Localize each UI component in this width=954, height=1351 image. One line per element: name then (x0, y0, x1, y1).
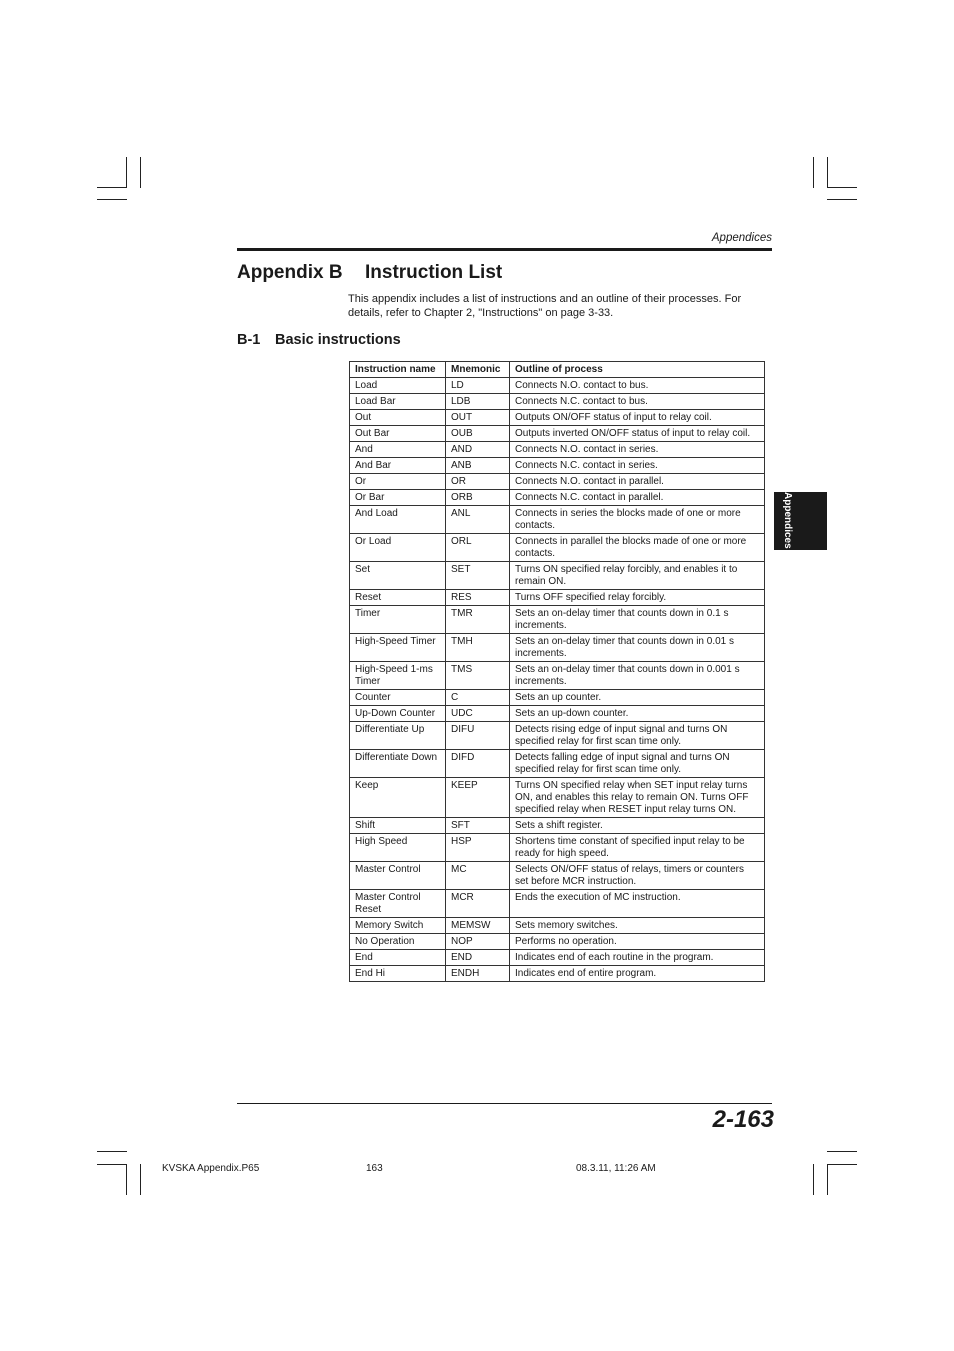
crop-mark (126, 1164, 127, 1195)
mnemonic-cell: END (446, 950, 510, 966)
crop-mark (827, 157, 828, 188)
header-rule (237, 248, 772, 251)
table-row (350, 562, 765, 590)
table-row (350, 490, 765, 506)
mnemonic-cell: UDC (446, 706, 510, 722)
instruction-name-cell: Load (350, 378, 446, 394)
appendix-title: Instruction List (365, 262, 503, 283)
crop-mark (827, 1164, 828, 1195)
instruction-name-cell: Up-Down Counter (350, 706, 446, 722)
mnemonic-cell: HSP (446, 834, 510, 862)
outline-cell: Turns ON specified relay forcibly, and enables it to remain ON. (510, 562, 765, 590)
outline-cell: Outputs ON/OFF status of input to relay coil. (510, 410, 765, 426)
instruction-name-cell: Differentiate Down (350, 750, 446, 778)
table-row (350, 722, 765, 750)
instruction-name-cell: And (350, 442, 446, 458)
outline-cell: Shortens time constant of specified input relay to be ready for high speed. (510, 834, 765, 862)
instruction-name-cell: And Load (350, 506, 446, 534)
mnemonic-cell: DIFD (446, 750, 510, 778)
table-row (350, 834, 765, 862)
instruction-name-cell: Differentiate Up (350, 722, 446, 750)
instruction-name-cell: Keep (350, 778, 446, 818)
mnemonic-cell: ENDH (446, 966, 510, 982)
slug-file-name: KVSKA Appendix.P65 (162, 1163, 260, 1174)
slug-timestamp: 08.3.11, 11:26 AM (576, 1163, 656, 1174)
instruction-name-cell: Set (350, 562, 446, 590)
outline-cell: Connects N.O. contact in parallel. (510, 474, 765, 490)
crop-mark (827, 187, 857, 188)
table-row (350, 934, 765, 950)
crop-mark (813, 157, 814, 188)
mnemonic-cell: KEEP (446, 778, 510, 818)
mnemonic-cell: LDB (446, 394, 510, 410)
outline-cell: Connects N.O. contact to bus. (510, 378, 765, 394)
table-row (350, 394, 765, 410)
footer-rule (237, 1103, 772, 1104)
outline-cell: Sets an on-delay timer that counts down in 0.01 s increments. (510, 634, 765, 662)
table-row (350, 918, 765, 934)
outline-cell: Turns OFF specified relay forcibly. (510, 590, 765, 606)
table-row (350, 534, 765, 562)
mnemonic-cell: MEMSW (446, 918, 510, 934)
instruction-name-cell: End (350, 950, 446, 966)
instruction-name-cell: Master Control Reset (350, 890, 446, 918)
mnemonic-cell: TMR (446, 606, 510, 634)
instruction-name-cell: And Bar (350, 458, 446, 474)
crop-mark (97, 1151, 127, 1152)
outline-cell: Sets an up-down counter. (510, 706, 765, 722)
mnemonic-cell: MCR (446, 890, 510, 918)
mnemonic-cell: ORB (446, 490, 510, 506)
outline-cell: Outputs inverted ON/OFF status of input to relay coil. (510, 426, 765, 442)
outline-cell: Indicates end of entire program. (510, 966, 765, 982)
column-header: Outline of process (510, 362, 765, 378)
instruction-name-cell: Load Bar (350, 394, 446, 410)
instruction-name-cell: Or Bar (350, 490, 446, 506)
mnemonic-cell: SET (446, 562, 510, 590)
instruction-name-cell: No Operation (350, 934, 446, 950)
crop-mark (140, 1164, 141, 1195)
instruction-name-cell: Master Control (350, 862, 446, 890)
crop-mark (827, 1164, 857, 1165)
outline-cell: Turns ON specified relay when SET input relay turns ON, and enables this relay to remain ON. Turns OFF specified relay when RESET input relay turns ON. (510, 778, 765, 818)
outline-cell: Sets an on-delay timer that counts down in 0.001 s increments. (510, 662, 765, 690)
table-row (350, 662, 765, 690)
mnemonic-cell: OUT (446, 410, 510, 426)
outline-cell: Connects N.C. contact in series. (510, 458, 765, 474)
section-heading (237, 332, 401, 348)
outline-cell: Detects rising edge of input signal and turns ON specified relay for first scan time only. (510, 722, 765, 750)
table-row (350, 474, 765, 490)
running-head: Appendices (711, 232, 772, 244)
outline-cell: Connects N.O. contact in series. (510, 442, 765, 458)
outline-cell: Sets an up counter. (510, 690, 765, 706)
crop-mark (97, 1164, 127, 1165)
outline-cell: Selects ON/OFF status of relays, timers or counters set before MCR instruction. (510, 862, 765, 890)
outline-cell: Connects N.C. contact in parallel. (510, 490, 765, 506)
table-row (350, 862, 765, 890)
instruction-name-cell: Out Bar (350, 426, 446, 442)
instruction-name-cell: Or (350, 474, 446, 490)
table-row (350, 966, 765, 982)
instruction-name-cell: Shift (350, 818, 446, 834)
table-header-row (350, 362, 765, 378)
instruction-name-cell: Out (350, 410, 446, 426)
outline-cell: Connects N.C. contact to bus. (510, 394, 765, 410)
table-row (350, 410, 765, 426)
outline-cell: Ends the execution of MC instruction. (510, 890, 765, 918)
page-number: 2-163 (712, 1106, 774, 1133)
mnemonic-cell: NOP (446, 934, 510, 950)
crop-mark (827, 1151, 857, 1152)
instruction-name-cell: Or Load (350, 534, 446, 562)
mnemonic-cell: AND (446, 442, 510, 458)
mnemonic-cell: SFT (446, 818, 510, 834)
table-row (350, 778, 765, 818)
column-header: Instruction name (350, 362, 446, 378)
outline-cell: Connects in series the blocks made of one or more contacts. (510, 506, 765, 534)
instruction-name-cell: End Hi (350, 966, 446, 982)
crop-mark (827, 199, 857, 200)
side-tab-label: Appendices (782, 492, 793, 549)
table-row (350, 706, 765, 722)
outline-cell: Sets a shift register. (510, 818, 765, 834)
instruction-name-cell: Reset (350, 590, 446, 606)
page-title (237, 262, 503, 284)
section-number: B-1 (237, 332, 261, 348)
table-row (350, 426, 765, 442)
section-title: Basic instructions (275, 332, 401, 348)
crop-mark (97, 187, 127, 188)
instruction-name-cell: Memory Switch (350, 918, 446, 934)
slug-sheet-number: 163 (366, 1163, 383, 1174)
table-row (350, 606, 765, 634)
mnemonic-cell: LD (446, 378, 510, 394)
table-row (350, 634, 765, 662)
mnemonic-cell: TMH (446, 634, 510, 662)
instruction-name-cell: High-Speed 1-ms Timer (350, 662, 446, 690)
mnemonic-cell: RES (446, 590, 510, 606)
outline-cell: Sets an on-delay timer that counts down in 0.1 s increments. (510, 606, 765, 634)
mnemonic-cell: ORL (446, 534, 510, 562)
instruction-name-cell: High-Speed Timer (350, 634, 446, 662)
table-row (350, 458, 765, 474)
outline-cell: Performs no operation. (510, 934, 765, 950)
outline-cell: Sets memory switches. (510, 918, 765, 934)
crop-mark (813, 1164, 814, 1195)
table-row (350, 750, 765, 778)
table-row (350, 690, 765, 706)
table-row (350, 950, 765, 966)
mnemonic-cell: MC (446, 862, 510, 890)
crop-mark (140, 157, 141, 188)
outline-cell: Connects in parallel the blocks made of one or more contacts. (510, 534, 765, 562)
intro-paragraph: This appendix includes a list of instructions and an outline of their processes. For details, refer to Chapter 2, "Instructions" on page 3-33. (348, 293, 742, 319)
mnemonic-cell: ANB (446, 458, 510, 474)
table-row (350, 442, 765, 458)
table-row (350, 818, 765, 834)
mnemonic-cell: DIFU (446, 722, 510, 750)
crop-mark (97, 199, 127, 200)
mnemonic-cell: C (446, 690, 510, 706)
table-row (350, 506, 765, 534)
appendices-side-tab (774, 492, 827, 550)
column-header: Mnemonic (446, 362, 510, 378)
instruction-name-cell: High Speed (350, 834, 446, 862)
mnemonic-cell: TMS (446, 662, 510, 690)
mnemonic-cell: OR (446, 474, 510, 490)
table-row (350, 890, 765, 918)
mnemonic-cell: OUB (446, 426, 510, 442)
outline-cell: Detects falling edge of input signal and turns ON specified relay for first scan time only. (510, 750, 765, 778)
instruction-name-cell: Timer (350, 606, 446, 634)
instruction-table (349, 361, 765, 982)
appendix-label: Appendix B (237, 262, 343, 283)
table-row (350, 590, 765, 606)
mnemonic-cell: ANL (446, 506, 510, 534)
outline-cell: Indicates end of each routine in the program. (510, 950, 765, 966)
instruction-name-cell: Counter (350, 690, 446, 706)
crop-mark (126, 157, 127, 188)
table-row (350, 378, 765, 394)
